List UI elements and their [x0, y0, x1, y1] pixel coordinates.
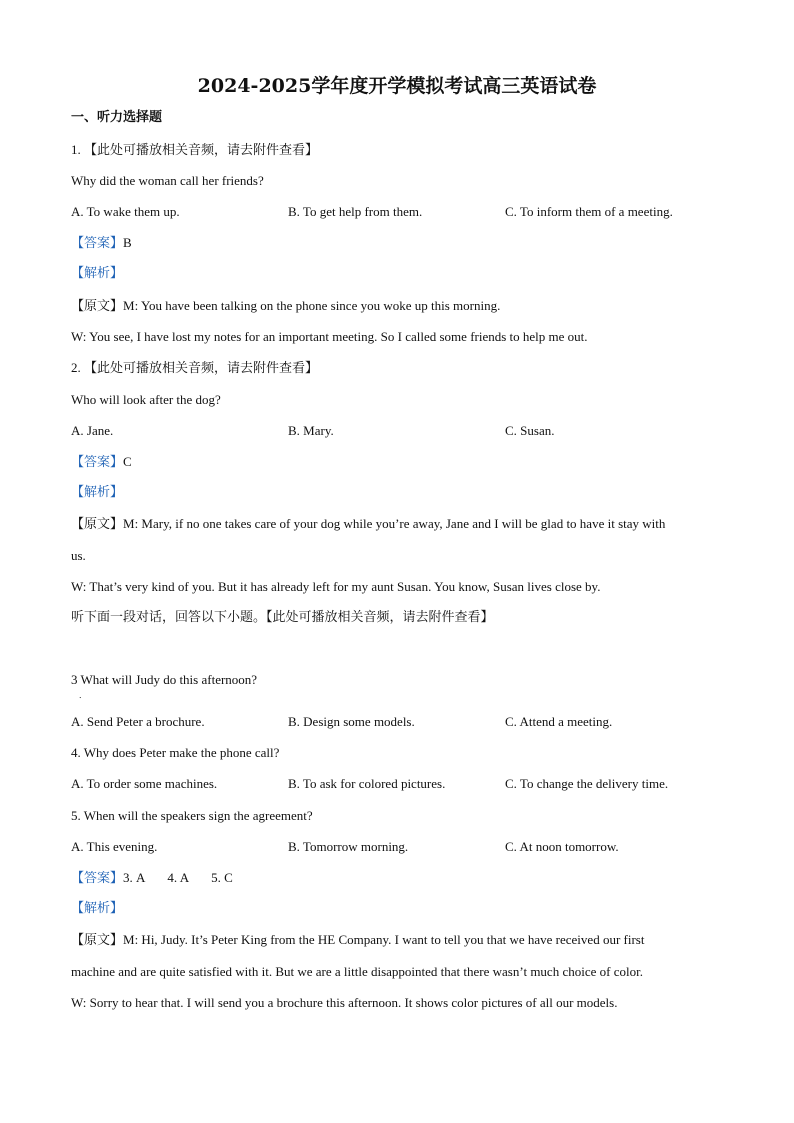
audio-note[interactable]: 【此处可播放相关音频，请去附件查看】 [84, 361, 319, 376]
transcript-line: us. [71, 548, 86, 563]
question-number: 1. [71, 142, 81, 157]
answer-line [71, 870, 233, 887]
transcript-line: machine and are quite satisfied with it. But we are a little disappointed that there wasn’t much choice of color. [71, 964, 643, 979]
question-2-text: Who will look after the dog? [71, 392, 221, 407]
question-2-header [71, 360, 318, 377]
answer-value: 3. A 4. A 5. C [123, 870, 233, 885]
section-heading: 一、听力选择题 [71, 110, 163, 125]
analysis-label: 【解析】 [71, 485, 124, 500]
option-b: B. To get help from them. [288, 204, 423, 219]
transcript-label: 【原文】 [71, 933, 124, 948]
option-b: B. Mary. [288, 423, 334, 438]
answer-value: B [123, 235, 132, 250]
transcript-text: M: Mary, if no one takes care of your dog while you’re away, Jane and I will be glad to have it stay with [123, 516, 666, 531]
option-a: A. To wake them up. [71, 204, 180, 219]
option-a: A. Send Peter a brochure. [71, 714, 205, 729]
transcript-line [71, 298, 500, 315]
page-title: 2024-2025学年度开学模拟考试高三英语试卷 [197, 75, 597, 97]
answer-label: 【答案】 [71, 455, 124, 470]
audio-note[interactable]: 【此处可播放相关音频，请去附件查看】 [84, 143, 319, 158]
transcript-line [71, 932, 644, 949]
answer-label: 【答案】 [71, 871, 124, 886]
answer-value: C [123, 454, 132, 469]
option-c: C. To change the delivery time. [505, 776, 669, 791]
question-number: 2. [71, 360, 81, 375]
question-1-text: Why did the woman call her friends? [71, 173, 264, 188]
question-3-dot: ． [79, 691, 87, 700]
option-b: B. Tomorrow morning. [288, 839, 409, 854]
transcript-line: W: You see, I have lost my notes for an important meeting. So I called some friends to help me out. [71, 329, 588, 344]
analysis-label: 【解析】 [71, 901, 124, 916]
question-5-text: 5. When will the speakers sign the agreement? [71, 808, 313, 823]
option-b: B. To ask for colored pictures. [288, 776, 446, 791]
transcript-line: W: That’s very kind of you. But it has already left for my aunt Susan. You know, Susan lives close by. [71, 579, 601, 594]
answer-line [71, 454, 132, 471]
transcript-text: M: Hi, Judy. It’s Peter King from the HE Company. I want to tell you that we have received our first [123, 932, 645, 947]
analysis-label: 【解析】 [71, 266, 124, 281]
answer-label: 【答案】 [71, 236, 124, 251]
question-3-text: 3 What will Judy do this afternoon? [71, 672, 258, 687]
option-a: A. Jane. [71, 423, 114, 438]
option-c: C. Attend a meeting. [505, 714, 613, 729]
option-c: C. At noon tomorrow. [505, 839, 619, 854]
question-4-text: 4. Why does Peter make the phone call? [71, 745, 280, 760]
option-a: A. This evening. [71, 839, 158, 854]
option-c: C. To inform them of a meeting. [505, 204, 673, 219]
option-c: C. Susan. [505, 423, 555, 438]
option-b: B. Design some models. [288, 714, 415, 729]
option-a: A. To order some machines. [71, 776, 218, 791]
transcript-label: 【原文】 [71, 299, 124, 314]
transcript-line: W: Sorry to hear that. I will send you a brochure this afternoon. It shows color pictures of all our models. [71, 995, 618, 1010]
transcript-line [71, 516, 665, 533]
question-1-header [71, 142, 318, 159]
transcript-text: M: You have been talking on the phone since you woke up this morning. [123, 298, 501, 313]
answer-line [71, 235, 132, 252]
transcript-label: 【原文】 [71, 517, 124, 532]
group-intro: 听下面一段对话，回答以下小题。【此处可播放相关音频，请去附件查看】 [71, 610, 494, 625]
